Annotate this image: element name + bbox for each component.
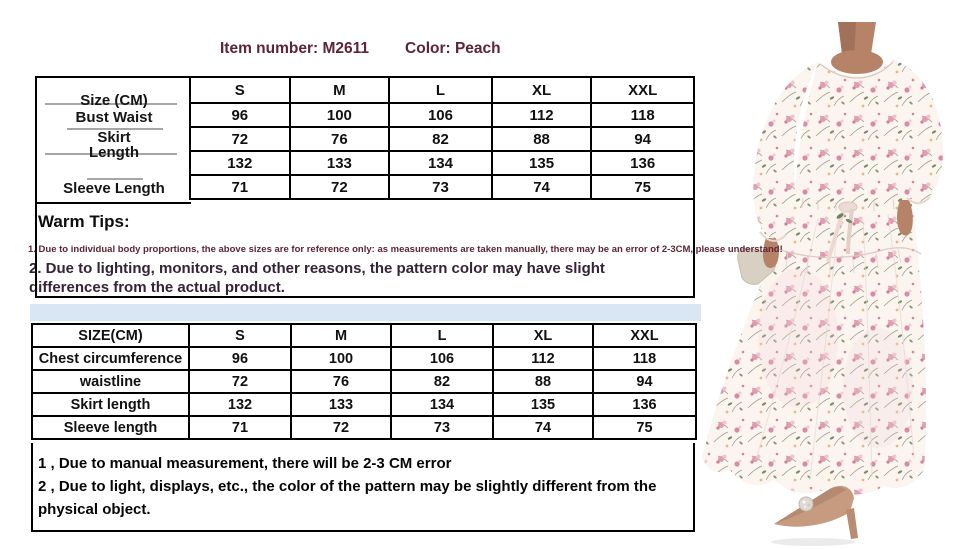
size-cell: 82 [389, 127, 492, 151]
size-cell: 94 [593, 370, 696, 393]
table-row [32, 347, 696, 370]
table-row [32, 370, 696, 393]
size-cell: 100 [291, 347, 391, 370]
table-row [32, 324, 696, 347]
size-cell: 112 [493, 347, 593, 370]
size-cell: 106 [391, 347, 493, 370]
dress-sleeve-right [894, 60, 943, 203]
size-cell: 73 [391, 416, 493, 439]
size-cell: 76 [290, 127, 390, 151]
col-header-l: L [389, 77, 492, 103]
size-cell: 72 [291, 416, 391, 439]
size-cell: 112 [492, 103, 592, 127]
table-row [190, 127, 694, 151]
size-cell: 132 [190, 151, 290, 175]
table-row [190, 175, 694, 199]
col-header-s: S [190, 77, 290, 103]
row-label: Sleeve length [32, 416, 189, 439]
size-cell: 118 [593, 347, 696, 370]
size-cell: 71 [190, 175, 290, 199]
size-cell: 96 [189, 347, 291, 370]
size-cell: 75 [593, 416, 696, 439]
size-cell: 133 [290, 151, 390, 175]
size-cell: 72 [290, 175, 390, 199]
col-header-m: M [291, 324, 391, 347]
size-cell: 136 [591, 151, 694, 175]
size-cell: 75 [591, 175, 694, 199]
col-header-xl: XL [492, 77, 592, 103]
item-number-label: Item number: M2611 [220, 40, 370, 57]
dress-bodice [796, 60, 912, 211]
size-table-values [189, 76, 695, 200]
size-cell: 74 [493, 416, 593, 439]
size-cell: 106 [389, 103, 492, 127]
bottom-notes [38, 452, 683, 521]
row-label-bust-waist: Bust Waist [75, 109, 153, 126]
size-cell: 134 [391, 393, 493, 416]
product-photo [678, 8, 958, 550]
size-cell: 135 [493, 393, 593, 416]
size-cell: 76 [291, 370, 391, 393]
high-heel-shoe [771, 486, 858, 546]
size-cell: 72 [190, 127, 290, 151]
table-row [32, 393, 696, 416]
col-header-xl: XL [493, 324, 593, 347]
size-cell: 88 [492, 127, 592, 151]
size-table [35, 76, 695, 200]
table-row [190, 151, 694, 175]
col-header-m: M [290, 77, 390, 103]
size-cell: 96 [190, 103, 290, 127]
col-header-size-cm: SIZE(CM) [32, 324, 189, 347]
row-label-length: Length [89, 144, 139, 161]
crystal-buckle-icon [799, 497, 813, 511]
row-label-sleeve-length: Sleeve Length [63, 180, 165, 197]
size-cell: 133 [291, 393, 391, 416]
row-label-skirt: Skirt [97, 129, 131, 146]
warm-tip-2: 2. Due to lighting, monitors, and other reasons, the pattern color may have slight differences from the actual product. [29, 260, 605, 296]
size-cell: 135 [492, 151, 592, 175]
size-cell: 118 [591, 103, 694, 127]
warm-tips-title: Warm Tips: [38, 212, 130, 231]
col-header-l: L [391, 324, 493, 347]
row-label: Skirt length [32, 393, 189, 416]
size-unit-label: Size (CM) [80, 92, 148, 109]
size-cell: 88 [493, 370, 593, 393]
table-row [190, 103, 694, 127]
size-cell: 72 [189, 370, 291, 393]
hand-right [897, 200, 913, 235]
col-header-xxl: XXL [593, 324, 696, 347]
col-header-s: S [189, 324, 291, 347]
size-cell: 132 [189, 393, 291, 416]
row-label: waistline [32, 370, 189, 393]
size-cell: 100 [290, 103, 390, 127]
size-table-label-column [35, 76, 191, 204]
color-label: Color: Peach [405, 40, 501, 57]
detail-size-table [31, 323, 697, 440]
page-title [220, 40, 501, 58]
bottom-note-1: 1 , Due to manual measurement, there will be 2-3 CM error [38, 455, 452, 472]
size-cell: 94 [591, 127, 694, 151]
size-cell: 74 [492, 175, 592, 199]
size-cell: 134 [389, 151, 492, 175]
model-neck [831, 22, 883, 74]
col-header-xxl: XXL [591, 77, 694, 103]
size-cell: 136 [593, 393, 696, 416]
highlight-band [30, 304, 701, 321]
table-row [32, 416, 696, 439]
bottom-note-2: 2 , Due to light, displays, etc., the color of the pattern may be slightly different from the physical object. [38, 478, 657, 518]
table-row [190, 77, 694, 103]
row-label: Chest circumference [32, 347, 189, 370]
size-cell: 71 [189, 416, 291, 439]
warm-tip-1: 1. Due to individual body proportions, the above sizes are for reference only: as measurements are taken manually, there may be an error of 2-3CM, please understand! [28, 244, 783, 255]
size-cell: 73 [389, 175, 492, 199]
size-cell: 82 [391, 370, 493, 393]
